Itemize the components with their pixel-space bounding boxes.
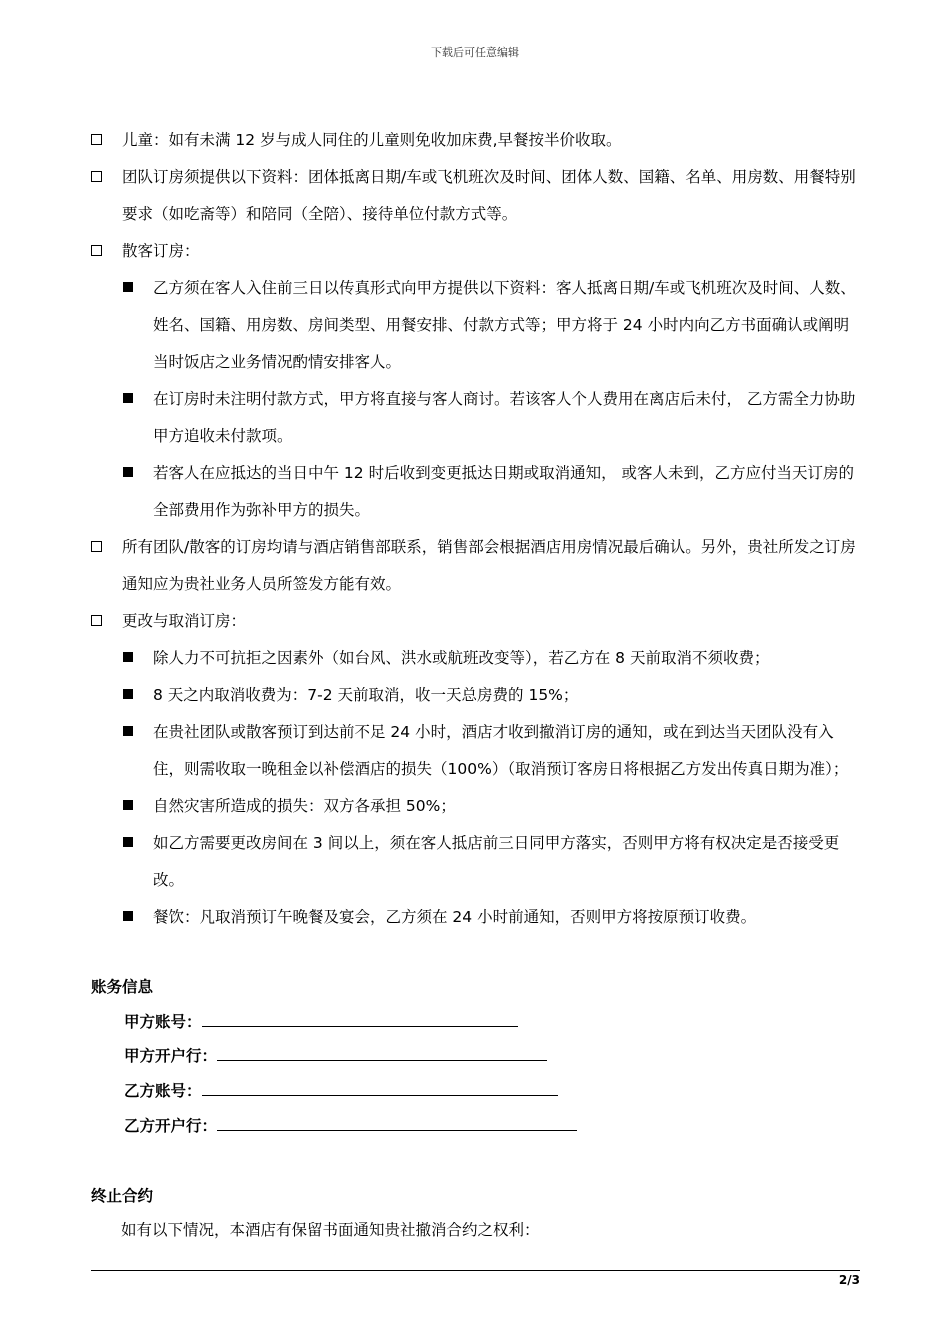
square-bullet-icon (123, 381, 133, 418)
list-item-text: 如乙方需要更改房间在 3 间以上，须在客人抵店前三日同甲方落实，否则甲方将有权决定是否接受更改。 (153, 834, 840, 889)
list-item-text: 若客人在应抵达的当日中午 12 时后收到变更抵达日期或取消通知， 或客人未到，乙方应付当天订房的全部费用作为弥补甲方的损失。 (153, 464, 855, 519)
list-item-text: 散客订房： (122, 242, 200, 260)
blank-line[interactable] (217, 1044, 547, 1061)
termination-text: 如有以下情况，本酒店有保留书面通知贵社撤消合约之权利： (121, 1221, 540, 1239)
blank-line[interactable] (202, 1010, 518, 1027)
square-bullet-icon (123, 899, 133, 936)
square-bullet-icon (123, 788, 133, 825)
checkbox-bullet-icon (91, 122, 102, 159)
checkbox-bullet-icon (91, 603, 102, 640)
account-field (124, 1079, 558, 1101)
list-item-text: 所有团队/散客的订房均请与酒店销售部联系，销售部会根据酒店用房情况最后确认。另外，贵社所发之订房通知应为贵社业务人员所签发方能有效。 (122, 538, 856, 593)
list-item (91, 270, 861, 381)
list-item-text: 在贵社团队或散客预订到达前不足 24 小时，酒店才收到撤消订房的通知，或在到达当天团队没有入住，则需收取一晚租金以补偿酒店的损失（100%）（取消预订客房日将根据乙方发出传真日期为准）； (153, 723, 849, 778)
account-field-label: 乙方开户行： (124, 1117, 218, 1135)
list-item (91, 714, 861, 788)
checkbox-bullet-icon (91, 529, 102, 566)
square-bullet-icon (123, 270, 133, 307)
list-item (91, 122, 861, 159)
list-item-text: 除人力不可抗拒之因素外（如台风、洪水或航班改变等），若乙方在 8 天前取消不须收费； (153, 649, 770, 667)
blank-line[interactable] (217, 1114, 577, 1131)
list-item (91, 603, 861, 640)
list-item (91, 381, 861, 455)
square-bullet-icon (123, 455, 133, 492)
footer-divider (91, 1270, 860, 1271)
square-bullet-icon (123, 677, 133, 714)
list-item (91, 529, 861, 603)
page-header: 下载后可任意编辑 (431, 46, 519, 59)
list-item (91, 159, 861, 233)
account-field (124, 1010, 518, 1032)
account-field-label: 甲方开户行： (124, 1047, 218, 1065)
account-field-label: 乙方账号： (124, 1082, 202, 1100)
checkbox-bullet-icon (91, 159, 102, 196)
list-item-text: 自然灾害所造成的损失：双方各承担 50%； (153, 797, 456, 815)
account-field-label: 甲方账号： (124, 1013, 202, 1031)
termination-section-title: 终止合约 (91, 1187, 154, 1205)
list-item (91, 899, 861, 936)
square-bullet-icon (123, 825, 133, 862)
list-item (91, 677, 861, 714)
list-item-text: 餐饮：凡取消预订午晚餐及宴会，乙方须在 24 小时前通知，否则甲方将按原预订收费。 (153, 908, 757, 926)
account-section-title: 账务信息 (91, 978, 154, 996)
terms-list (91, 122, 861, 936)
list-item (91, 455, 861, 529)
list-item-text: 团队订房须提供以下资料：团体抵离日期/车或飞机班次及时间、团体人数、国籍、名单、用房数、用餐特别要求（如吃斋等）和陪同（全陪）、接待单位付款方式等。 (122, 168, 856, 223)
list-item-text: 8 天之内取消收费为：7-2 天前取消，收一天总房费的 15%； (153, 686, 579, 704)
list-item (91, 233, 861, 270)
list-item (91, 788, 861, 825)
list-item (91, 640, 861, 677)
list-item-text: 乙方须在客人入住前三日以传真形式向甲方提供以下资料：客人抵离日期/车或飞机班次及时间、人数、姓名、国籍、用房数、房间类型、用餐安排、付款方式等；甲方将于 24 小时内向乙方书面确认或阐明当时饭店之业务情况酌情安排客人。 (153, 279, 856, 371)
square-bullet-icon (123, 714, 133, 751)
list-item (91, 825, 861, 899)
list-item-text: 儿童：如有未满 12 岁与成人同住的儿童则免收加床费,早餐按半价收取。 (122, 131, 622, 149)
checkbox-bullet-icon (91, 233, 102, 270)
account-field (124, 1044, 547, 1066)
page-number: 2/3 (838, 1273, 860, 1287)
square-bullet-icon (123, 640, 133, 677)
account-field (124, 1114, 577, 1136)
blank-line[interactable] (202, 1079, 558, 1096)
list-item-text: 在订房时未注明付款方式，甲方将直接与客人商讨。若该客人个人费用在离店后未付， 乙方需全力协助甲方追收未付款项。 (153, 390, 856, 445)
list-item-text: 更改与取消订房： (122, 612, 247, 630)
